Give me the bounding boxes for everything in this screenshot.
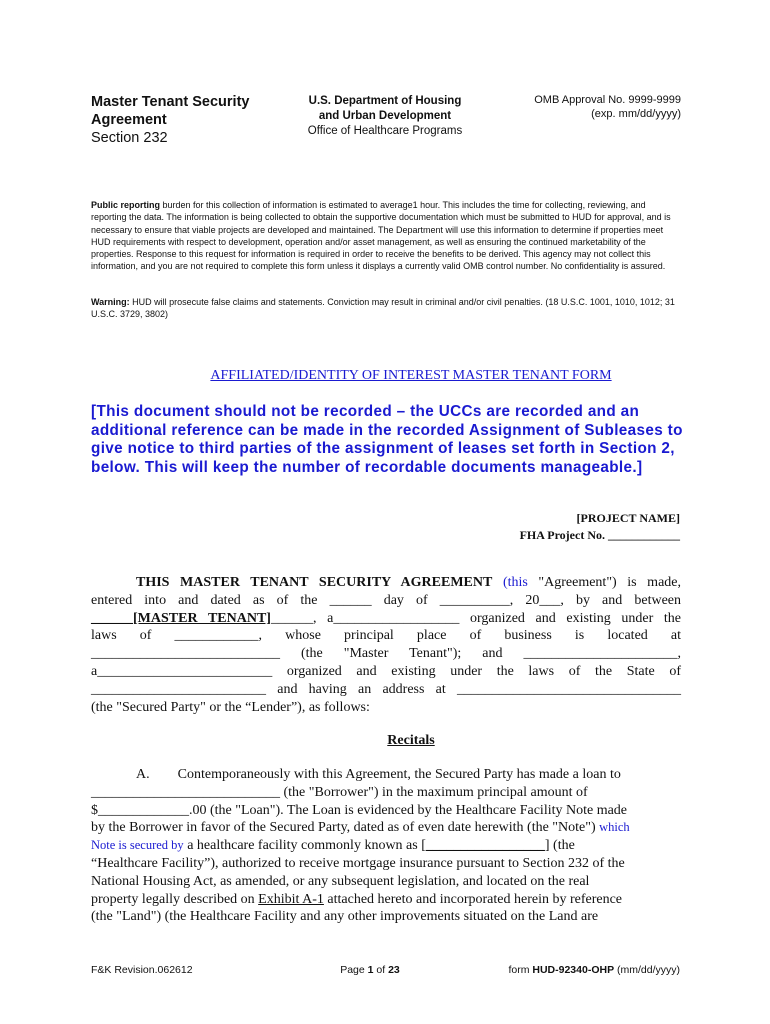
recital-a-line-8: property legally described on bbox=[91, 891, 259, 907]
agreement-line-8: (the "Secured Party" or the “Lender”), as follows: bbox=[91, 699, 370, 715]
page-total: 23 bbox=[388, 964, 400, 976]
recital-a-line-5-end: ] (the bbox=[544, 838, 575, 854]
recital-a-line-4: by the Borrower in favor of the Secured Party, dated as of even date herewith (the "Note") bbox=[91, 820, 600, 836]
agreement-line-7: _________________________ and having an address at ________________________________ bbox=[91, 681, 681, 697]
page-of-label: of bbox=[373, 964, 389, 976]
project-name: [PROJECT NAME] bbox=[576, 511, 680, 525]
project-block bbox=[400, 510, 680, 543]
title-line-1: Master Tenant Security bbox=[91, 94, 250, 110]
page-indicator bbox=[300, 964, 440, 976]
agreement-this: (this bbox=[502, 575, 528, 590]
recital-a-line-5: a healthcare facility commonly known as [ bbox=[183, 838, 426, 854]
agency-block bbox=[290, 94, 480, 139]
recital-a-line-9: (the "Land") (the Healthcare Facility and any other improvements situated on the Land are bbox=[91, 909, 599, 925]
agreement-blank: ______ bbox=[91, 610, 133, 626]
agency-line-1: U.S. Department of Housing bbox=[308, 95, 462, 107]
facility-name-blank: _________________ bbox=[425, 838, 545, 854]
recital-a bbox=[91, 766, 681, 926]
agreement-line-1-rest: "Agreement") is made, bbox=[527, 575, 681, 590]
agreement-line-2: entered into and dated as of the ______ day of __________, 20___, by and between bbox=[91, 592, 681, 608]
agreement-line-5: ___________________________ (the "Master Tenant"); and ______________________, bbox=[91, 646, 681, 662]
recital-a-note-secured: Note is secured by bbox=[91, 838, 184, 853]
recital-a-line-1: Contemporaneously with this Agreement, the Secured Party has made a loan to bbox=[177, 767, 621, 782]
master-tenant-name: [MASTER TENANT] bbox=[133, 610, 271, 626]
burden-text: burden for this collection of information is estimated to average1 hour. This includes the time for collecting, reviewing, and reporting the data. The information is being collected to obtain the supportive documentation which must be submitted to HUD for approval, and is necessary to ensure that viable projects are developed and maintained. The Department will use this information to determine if properties meet HUD requirements with respect to development, operation and/or asset management, as well as ensuring the continued marketability of the properties. Response to this request for information is required in order to receive the benefits to be derived. This agency may not collect this information, and you are not required to complete this form unless it displays a currently valid OMB control number. No confidentiality is assured. bbox=[91, 200, 671, 272]
form-suffix: (mm/dd/yyyy) bbox=[614, 964, 680, 976]
recital-a-label: A. bbox=[136, 767, 150, 782]
document-title-block bbox=[91, 93, 281, 147]
recital-a-line-7: National Housing Act, as amended, or any subsequent legislation, and located on the real bbox=[91, 873, 590, 889]
agreement-line-6: a_________________________ organized and existing under the laws of the State of bbox=[91, 663, 681, 679]
form-prefix: form bbox=[508, 964, 533, 976]
burden-lead: Public reporting bbox=[91, 200, 161, 210]
omb-expiration: (exp. mm/dd/yyyy) bbox=[591, 108, 681, 120]
omb-block bbox=[505, 93, 681, 121]
recital-a-line-6: “Healthcare Facility”), authorized to receive mortgage insurance pursuant to Section 232 of the bbox=[91, 855, 625, 871]
form-number bbox=[440, 964, 680, 976]
revision-label: F&K Revision.062612 bbox=[91, 964, 193, 976]
recital-a-line-3: $_____________.00 (the "Loan"). The Loan is evidenced by the Healthcare Facility Note made bbox=[91, 802, 628, 818]
omb-approval: OMB Approval No. 9999-9999 bbox=[534, 94, 681, 106]
recording-notice: [This document should not be recorded – the UCCs are recorded and an additional reference can be made in the recorded Assignment of Subleases to give notice to third parties of the assignment of leases set forth in Section 2, below. This will keep the number of recordable documents manageable.] bbox=[91, 403, 683, 476]
page-number: 1 bbox=[367, 964, 374, 976]
form-id: HUD-92340-OHP bbox=[532, 964, 615, 976]
section-label: Section 232 bbox=[91, 130, 168, 146]
fha-project-number: FHA Project No. ____________ bbox=[519, 527, 680, 542]
warning-text: HUD will prosecute false claims and statements. Conviction may result in criminal and/or civil penalties. (18 U.S.C. 1001, 1010, 1012; 31 U.S.C. 3729, 3802) bbox=[91, 297, 675, 320]
recital-a-line-2: ___________________________ (the "Borrower") in the maximum principal amount of bbox=[91, 784, 588, 800]
agreement-intro bbox=[91, 574, 681, 716]
recital-a-which: which bbox=[599, 820, 630, 835]
agreement-line-3-rest: ______, a__________________ organized and existing under the bbox=[270, 610, 682, 626]
recitals-heading: Recitals bbox=[387, 733, 435, 748]
page-label: Page bbox=[340, 964, 368, 976]
agreement-name: THIS MASTER TENANT SECURITY AGREEMENT bbox=[136, 575, 493, 590]
office-name: Office of Healthcare Programs bbox=[307, 125, 463, 137]
warning-lead: Warning: bbox=[91, 297, 130, 307]
agreement-line-4: laws of ____________, whose principal place of business is located at bbox=[91, 628, 681, 644]
agency-line-2: and Urban Development bbox=[318, 110, 452, 122]
public-reporting-burden bbox=[91, 199, 681, 273]
recital-a-line-8-end: attached hereto and incorporated herein by reference bbox=[323, 891, 623, 907]
warning-statement bbox=[91, 296, 681, 321]
form-title: AFFILIATED/IDENTITY OF INTEREST MASTER TENANT FORM bbox=[210, 368, 612, 383]
title-line-2: Agreement bbox=[91, 112, 167, 128]
exhibit-a1-reference: Exhibit A-1 bbox=[258, 891, 324, 907]
